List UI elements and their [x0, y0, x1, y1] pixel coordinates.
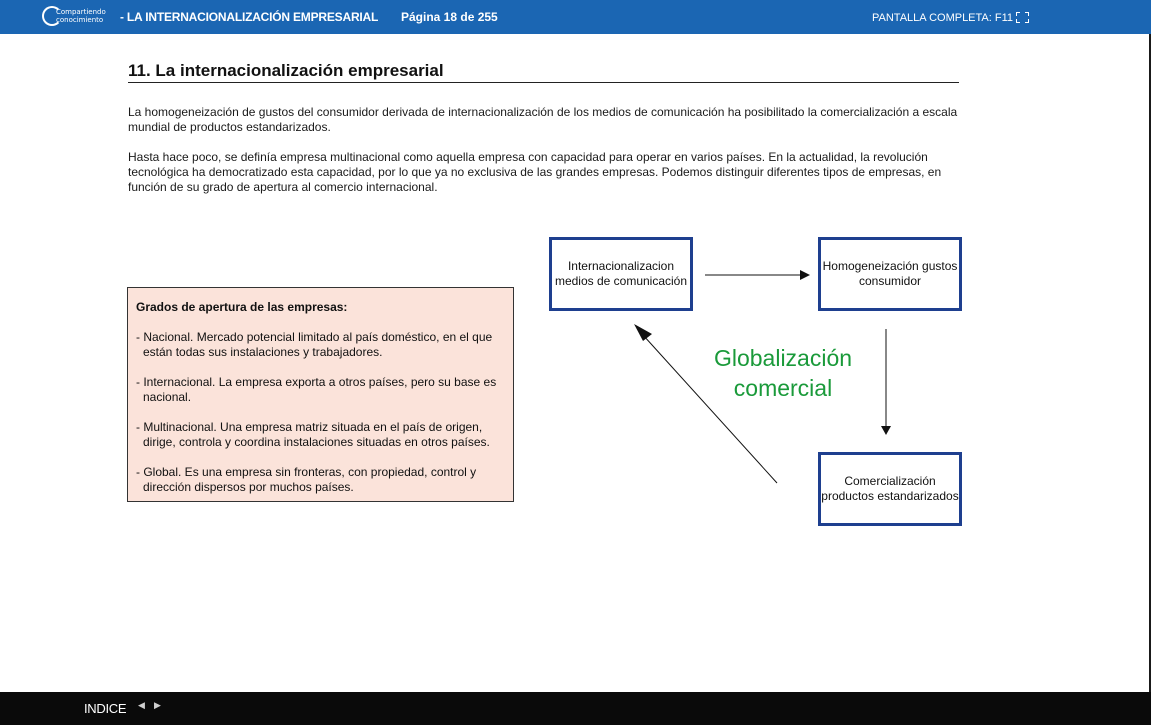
globalizacion-label: Globalización comercial [713, 345, 853, 401]
fullscreen-label[interactable]: PANTALLA COMPLETA: F11 [872, 12, 1014, 24]
logo-line2: conocimiento [56, 16, 104, 24]
prev-page-icon[interactable]: ◀ [138, 700, 145, 710]
grade-item-internacional: - Internacional. La empresa exporta a otros países, pero su base es nacional. [136, 375, 497, 404]
grade-item-multinacional: - Multinacional. Una empresa matriz situada en el país de origen, dirige, controla y coordina instalaciones situadas en otros países. [136, 420, 490, 449]
arrow-n1-to-n2 [705, 270, 810, 280]
page-title: 11. La internacionalización empresarial [128, 61, 444, 80]
grade-item-nacional: - Nacional. Mercado potencial limitado al país doméstico, en el que están todas sus instalaciones y trabajadores. [136, 330, 493, 359]
document-title: - LA INTERNACIONALIZACIÓN EMPRESARIAL [120, 10, 379, 24]
grade-item-global: - Global. Es una empresa sin fronteras, con propiedad, control y dirección dispersos por muchos países. [136, 465, 477, 494]
multinational-paragraph: Hasta hace poco, se definía empresa multinacional como aquella empresa con capacidad para operar en varios países. En la actualidad, la revolución tecnológica ha democratizado esta capacidad, por lo que ya no exclusiva de las grandes empresas. Podemos distinguir diferentes tipos de empresas, en función de su grado de apertura al comercio internacional. [128, 150, 942, 194]
node-internacionalizacion: Internacionalizacion medios de comunicación [549, 237, 693, 311]
grades-title: Grados de apertura de las empresas: [136, 300, 348, 314]
node-comercializacion: Comercialización productos estandarizados [818, 452, 962, 526]
node-homogeneizacion: Homogeneización gustos consumidor [818, 237, 962, 311]
bottom-bar [0, 692, 1151, 725]
logo-line1: Compartiendo [56, 8, 106, 16]
page-indicator: Página 18 de 255 [401, 10, 498, 24]
next-page-icon[interactable]: ▶ [154, 700, 161, 710]
intro-paragraph: La homogeneización de gustos del consumidor derivada de internacionalización de los medios de comunicación ha posibilitado la comercialización a escala mundial de productos estandarizados. [128, 105, 958, 134]
index-link[interactable]: INDICE [84, 701, 127, 716]
